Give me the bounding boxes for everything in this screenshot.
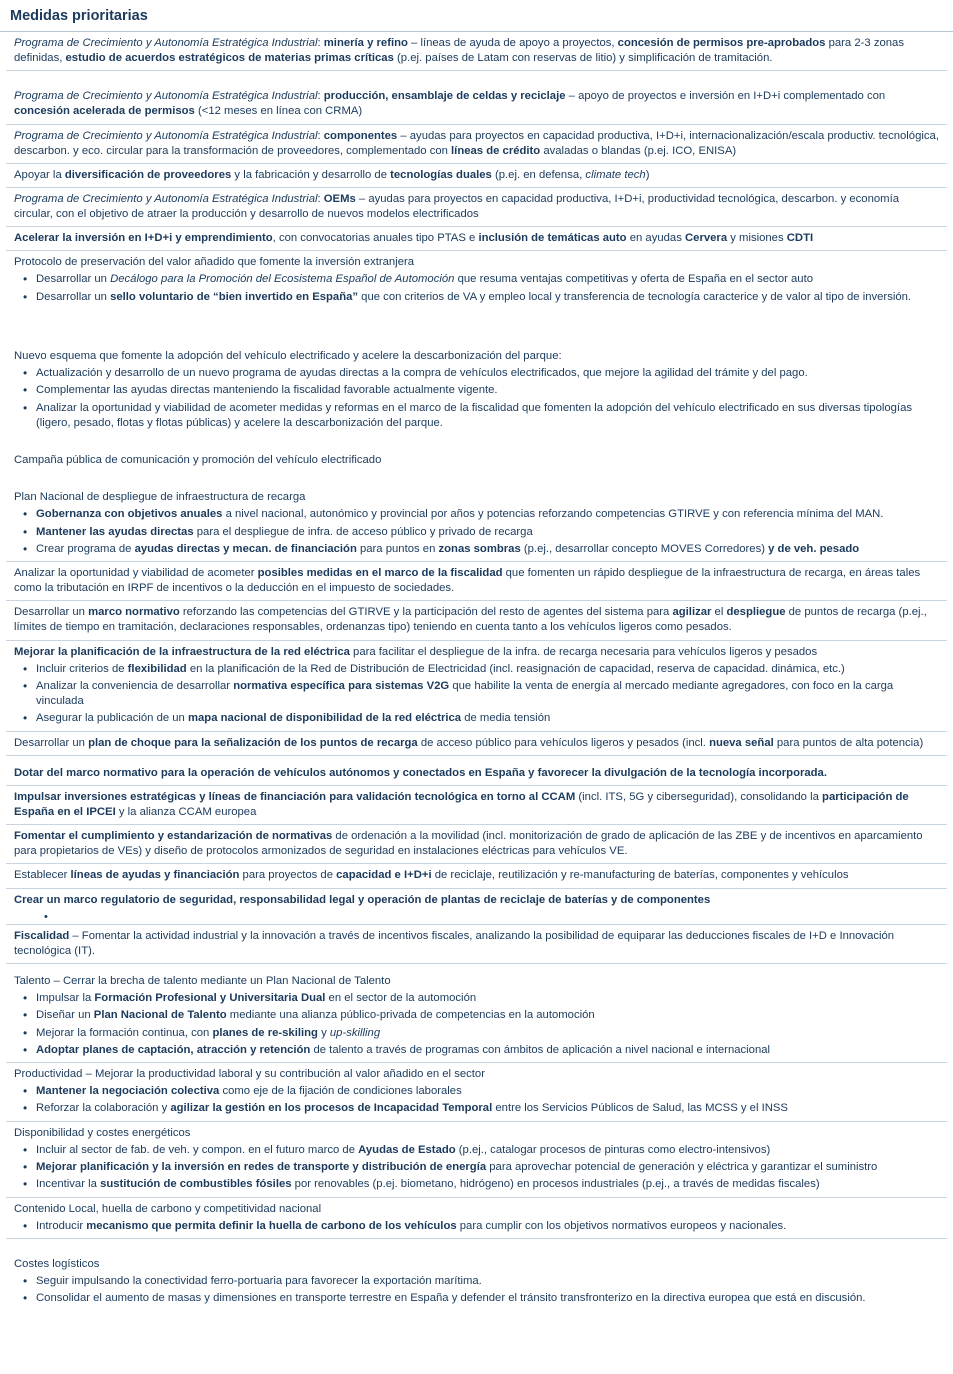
measure-row <box>6 825 947 864</box>
list-item: • Mejorar planificación y la inversión en redes de transporte y distribución de energía para aprovechar potencial de generación y eléctrica y garantizar el suministro <box>14 1160 941 1175</box>
list-item: • Introducir mecanismo que permita definir la huella de carbono de los vehículos para cumplir con los objetivos normativos europeos y nacionales. <box>14 1219 941 1234</box>
list-item: • Incluir criterios de flexibilidad en la planificación de la Red de Distribución de Electricidad (incl. reasignación de capacidad, reserva de capacidad. dinámica, etc.) <box>14 662 941 677</box>
measure-row <box>6 762 947 786</box>
measure-row <box>6 786 947 825</box>
measure-row <box>6 164 947 188</box>
measure-text: Dotar del marco normativo para la operación de vehículos autónomos y conectados en España y favorecer la divulgación de la tecnología incorporada. <box>14 766 827 779</box>
measure-row <box>6 449 947 472</box>
list-item: • Mejorar la formación continua, con planes de re-skiling y up-skilling <box>14 1026 941 1041</box>
bullet-list <box>14 366 941 431</box>
bullet-stub: • <box>44 910 48 923</box>
spacer <box>6 71 947 85</box>
measure-row <box>6 1198 947 1239</box>
bullet-list <box>14 1274 941 1307</box>
list-item: • Consolidar el aumento de masas y dimensiones en transporte terrestre en España y defender el tránsito transfronterizo en la directiva europea que está en discusión. <box>14 1291 941 1306</box>
measure-row <box>6 562 947 601</box>
measure-row <box>6 925 947 964</box>
measure-text: Fiscalidad – Fomentar la actividad industrial y la innovación a través de incentivos fiscales, analizando la posibilidad de equiparar las deducciones fiscales de I+D e Innovación tecnológica (IT). <box>14 929 895 957</box>
measure-text: Talento – Cerrar la brecha de talento mediante un Plan Nacional de Talento <box>14 974 391 987</box>
list-item: • Desarrollar un sello voluntario de “bien invertido en España” que con criterios de VA y empleo local y transferencia de tecnología caracterice y de valor al tipo de inversión. <box>14 290 941 305</box>
bullet-list <box>14 662 941 727</box>
list-item: • Diseñar un Plan Nacional de Talento mediante una alianza público-privada de competencias en la automoción <box>14 1008 941 1023</box>
measure-text: Establecer líneas de ayudas y financiación para proyectos de capacidad e I+D+i de reciclaje, reutilización y re-manufacturing de baterías, componentes y vehículos <box>14 869 849 882</box>
measure-row <box>6 251 947 309</box>
measure-text: Plan Nacional de despliegue de infraestructura de recarga <box>14 491 306 504</box>
measure-text: Programa de Crecimiento y Autonomía Estratégica Industrial: producción, ensamblaje de celdas y reciclaje – apoyo de proyectos e inversión en I+D+i complementado con concesión acelerada de permisos (<12 meses en línea con CRMA) <box>14 90 886 118</box>
list-item: • Seguir impulsando la conectividad ferro-portuaria para favorecer la exportación marítima. <box>14 1274 941 1289</box>
list-item: • Analizar la oportunidad y viabilidad de acometer medidas y reformas en el marco de la fiscalidad que fomenten la adopción del vehículo electrificado en sus diversas tipologías (ligero, pesado, flotas y flotas públicas) y acelere la descarbonización del parque. <box>14 401 941 432</box>
spacer <box>6 1239 947 1253</box>
bullet-list <box>14 507 941 557</box>
bullet-list <box>14 1143 941 1193</box>
list-item: • Incluir al sector de fab. de veh. y compon. en el futuro marco de Ayudas de Estado (p.ej., catalogar procesos de pinturas como electro-intensivos) <box>14 1143 941 1158</box>
measure-text: Protocolo de preservación del valor añadido que fomente la inversión extranjera <box>14 256 415 269</box>
measure-row <box>6 227 947 251</box>
bullet-list <box>14 991 941 1058</box>
list-item: • Crear programa de ayudas directas y mecan. de financiación para puntos en zonas sombras (p.ej., desarrollar concepto MOVES Corredores) y de veh. pesado <box>14 542 941 557</box>
measure-row <box>6 486 947 562</box>
measure-text: Apoyar la diversificación de proveedores y la fabricación y desarrollo de tecnologías duales (p.ej. en defensa, climate tech) <box>14 168 650 181</box>
spacer <box>6 472 947 486</box>
measure-row <box>6 1122 947 1198</box>
measure-row <box>6 32 947 71</box>
list-item: • Incentivar la sustitución de combustibles fósiles por renovables (p.ej. biometano, hidrógeno) en procesos industriales (p.ej., a través de medidas fiscales) <box>14 1177 941 1192</box>
bullet-list <box>14 272 941 305</box>
measure-text: Costes logísticos <box>14 1257 100 1270</box>
list-item: • Asegurar la publicación de un mapa nacional de disponibilidad de la red eléctrica de media tensión <box>14 711 941 726</box>
measure-row <box>6 345 947 435</box>
measure-text: Programa de Crecimiento y Autonomía Estratégica Industrial: componentes – ayudas para proyectos en capacidad productiva, I+D+i, internacionalización/escala productiv. tecnológica, descarbon. y eco. circular para la transformación de proveedores, complementado con líneas de crédito avaladas o blandas (p.ej. ICO, ENISA) <box>14 129 939 157</box>
list-item: • Mantener la negociación colectiva como eje de la fijación de condiciones laborales <box>14 1084 941 1099</box>
list-item: • Analizar la conveniencia de desarrollar normativa específica para sistemas V2G que habilite la venta de energía al mercado mediante agregadores, con foco en la carga vinculada <box>14 679 941 710</box>
list-item: • Desarrollar un Decálogo para la Promoción del Ecosistema Español de Automoción que resuma ventajas competitivas y oferta de España en el sector auto <box>14 272 941 287</box>
bullet-list <box>14 1219 941 1234</box>
measure-row <box>6 970 947 1063</box>
measure-text: Campaña pública de comunicación y promoción del vehículo electrificado <box>14 454 382 466</box>
measure-row <box>6 125 947 164</box>
measure-text: Desarrollar un plan de choque para la señalización de los puntos de recarga de acceso público para vehículos ligeros y pesados (incl. nueva señal para puntos de alta potencia) <box>14 736 924 749</box>
measure-text: Programa de Crecimiento y Autonomía Estratégica Industrial: OEMs – ayudas para proyectos en capacidad productiva, I+D+i, productividad tecnológica, descarbon. y economía circular, con el objetivo de atraer la producción y desarrollo de nuevos modelos electrificados <box>14 192 899 220</box>
list-item: • Mantener las ayudas directas para el despliegue de infra. de acceso público y privado de recarga <box>14 525 941 540</box>
measure-text: Fomentar el cumplimiento y estandarización de normativas de ordenación a la movilidad (incl. monitorización de grado de aplicación de las ZBE y de incentivos en aparcamiento para propietarios de VEs) y diseño de protocolos armonizados de seguridad en instalaciones eléctricas para vehículos VE. <box>14 830 923 858</box>
page-title: Medidas prioritarias <box>0 0 953 32</box>
measure-text: Crear un marco regulatorio de seguridad, responsabilidad legal y operación de plantas de reciclaje de baterías y de componentes <box>14 893 711 906</box>
measure-row <box>6 188 947 227</box>
measure-text: Acelerar la inversión en I+D+i y emprendimiento, con convocatorias anuales tipo PTAS e inclusión de temáticas auto en ayudas Cervera y misiones CDTI <box>14 232 814 245</box>
measure-row <box>6 864 947 888</box>
measure-text: Disponibilidad y costes energéticos <box>14 1126 191 1139</box>
bullet-list <box>14 1084 941 1117</box>
measure-row <box>6 85 947 124</box>
list-item: • Gobernanza con objetivos anuales a nivel nacional, autonómico y provincial por años y potencias reforzando competencias GTIRVE y con referencia mínima del MAN. <box>14 507 941 522</box>
list-item: • Adoptar planes de captación, atracción y retención de talento a través de programas con ámbitos de aplicación a nivel nacional e internacional <box>14 1043 941 1058</box>
measure-text: Mejorar la planificación de la infraestructura de la red eléctrica para facilitar el despliegue de la infra. de recarga necesaria para vehículos ligeros y pesados <box>14 645 818 658</box>
measure-text: Impulsar inversiones estratégicas y líneas de financiación para validación tecnológica en torno al CCAM (incl. ITS, 5G y ciberseguridad), consolidando la participación de España en el IPCEI y la alianza CCAM europea <box>14 790 909 818</box>
list-item: • Impulsar la Formación Profesional y Universitaria Dual en el sector de la automoción <box>14 991 941 1006</box>
measure-row <box>6 732 947 756</box>
measure-text: Programa de Crecimiento y Autonomía Estratégica Industrial: minería y refino – líneas de ayuda de apoyo a proyectos, concesión de permisos pre-aprobados para 2-3 zonas definidas, estudio de acuerdos estratégicos de materias primas críticas (p.ej. países de Latam con reservas de litio) y simplificación de tramitación. <box>14 37 904 65</box>
measure-text: Nuevo esquema que fomente la adopción del vehículo electrificado y acelere la descarbonización del parque: <box>14 349 562 362</box>
measure-row <box>6 1063 947 1122</box>
spacer <box>6 309 947 331</box>
measure-text: Desarrollar un marco normativo reforzando las competencias del GTIRVE y la participación del resto de agentes del sistema para agilizar el despliegue de puntos de recarga (p.ej., límites de tiempo en tramitación, declaraciones responsables, ordenanzas tipo) teniendo en cuenta tanto a los vehículos ligeros como pesados. <box>14 606 927 634</box>
list-item: • Reforzar la colaboración y agilizar la gestión en los procesos de Incapacidad Temporal entre los Servicios Públicos de Salud, las MCSS y el INSS <box>14 1101 941 1116</box>
measure-row <box>6 889 947 925</box>
measure-row <box>6 601 947 640</box>
measure-text: Contenido Local, huella de carbono y competitividad nacional <box>14 1202 322 1215</box>
measure-row <box>6 1253 947 1311</box>
measure-text: Productividad – Mejorar la productividad laboral y su contribución al valor añadido en el sector <box>14 1068 485 1080</box>
spacer <box>6 435 947 449</box>
spacer <box>6 331 947 345</box>
list-item: • Complementar las ayudas directas manteniendo la fiscalidad favorable actualmente vigente. <box>14 383 941 398</box>
list-item: • Actualización y desarrollo de un nuevo programa de ayudas directas a la compra de vehículos electrificados, que mejore la agilidad del trámite y del pago. <box>14 366 941 381</box>
measure-text: Analizar la oportunidad y viabilidad de acometer posibles medidas en el marco de la fiscalidad que fomenten un rápido despliegue de la infraestructura de recarga, en áreas tales como la tributación en IRPF de incentivos o la deducción en el impuesto de sociedades. <box>14 567 921 595</box>
document-body <box>0 32 953 1321</box>
measure-row <box>6 641 947 732</box>
